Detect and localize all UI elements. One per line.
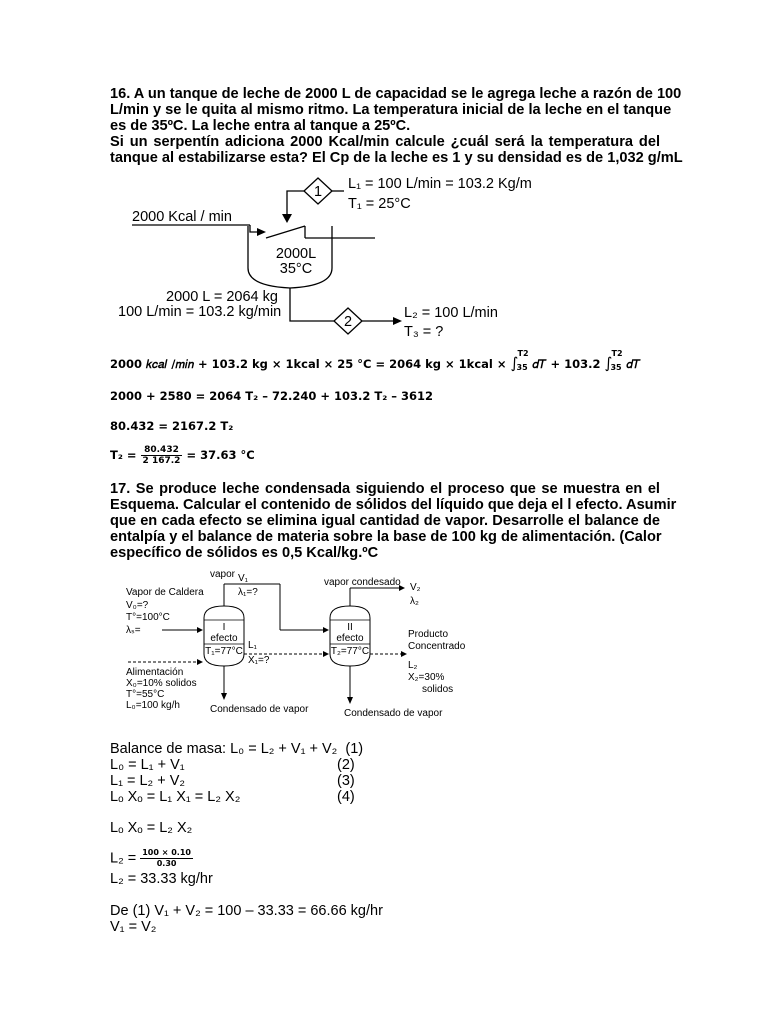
stream-1-temp: T₁ = 25°C	[348, 196, 411, 212]
solids-balance: Lₒ Xₒ = L₂ X₂	[110, 820, 193, 836]
vapor-lambda2: λ₂	[410, 596, 419, 607]
problem-16-line: Si un serpentín adiciona 2000 Kcal/min calcule ¿cuál será la temperatura del	[110, 134, 660, 150]
product-l2: L₂	[408, 660, 418, 671]
mass-balance-eq1: Balance de masa: L₀ = L₂ + V₁ + V₂	[110, 741, 338, 757]
integral-sign: ∫	[604, 354, 613, 372]
integral-lower-limit: 35	[516, 363, 528, 372]
effect-1-name: efecto	[210, 633, 238, 644]
liquid-l1: L₁	[248, 640, 257, 651]
problem-17-line: entalpía y el balance de materia sobre la base de 100 kg de alimentación. (Calor	[110, 529, 662, 545]
l2-result: L₂ = 33.33 kg/hr	[110, 871, 213, 887]
equation-line-2: 2000 + 2580 = 2064 T₂ – 72.240 + 103.2 T₂ – 3612	[110, 389, 433, 403]
vapor-v2: V₂	[410, 582, 421, 593]
fraction-denominator: 0.30	[156, 859, 177, 868]
equation-result	[110, 445, 255, 466]
stream-2-number: 2	[343, 314, 353, 330]
integral-lower-limit: 35	[610, 363, 622, 372]
heat-input-label: 2000 Kcal / min	[132, 209, 232, 225]
feed-l0: L₀=100 kg/h	[126, 700, 180, 711]
steam-lambda: λₛ=	[126, 625, 141, 636]
l2-fraction-row	[110, 848, 193, 869]
stream-1-number: 1	[313, 184, 323, 200]
equation-number-1: (1)	[345, 741, 364, 757]
problem-17-line: específico de sólidos es 0,5 Kcal/kg.ºC	[110, 545, 379, 561]
fraction-numerator: 80.432	[141, 445, 183, 456]
tank-temperature: 35°C	[279, 261, 313, 277]
mass-balance-row-1	[110, 741, 363, 757]
vapor-lambda1: λ₁=?	[238, 587, 258, 598]
product-solids: solidos	[422, 684, 454, 695]
integral-sign: ∫	[510, 354, 519, 372]
condensate-1-label: Condensado de vapor	[210, 704, 309, 715]
tank-diagram	[100, 170, 560, 340]
tank-mass-label: 2000 L = 2064 kg	[166, 289, 278, 305]
vapor-equality: V₁ = V₂	[110, 919, 157, 935]
effect-1-temp: T₁=77°C	[205, 646, 243, 657]
effect-2-number: II	[347, 622, 353, 633]
product-x2: X₂=30%	[408, 672, 445, 683]
steam-source-label: Vapor de Caldera	[126, 587, 204, 598]
equation-number-3: (3)	[337, 773, 355, 789]
tank-volume: 2000L	[275, 246, 317, 262]
evaporator-diagram	[120, 566, 480, 726]
equation-end: 𝑑𝑇	[626, 357, 641, 371]
feed-label: Alimentación	[126, 667, 184, 678]
energy-balance-equation	[110, 349, 641, 372]
mass-balance-eq4: Lₒ Xₒ = L₁ X₁ = L₂ X₂	[110, 789, 241, 805]
mass-balance-eq2: L₀ = L₁ + V₁	[110, 757, 185, 773]
problem-16-line: tanque al estabilizarse esta? El Cp de la leche es 1 y su densidad es de 1,032 g/mL	[110, 150, 683, 166]
problem-17-line: Esquema. Calcular el contenido de sólidos del líquido que deja el l efecto. Asumir	[110, 497, 677, 513]
stream-2-flow: L₂ = 100 L/min	[404, 305, 498, 321]
product-label: Producto	[408, 629, 449, 640]
problem-16-line: 16. A un tanque de leche de 2000 L de capacidad se le agrega leche a razón de 100	[110, 86, 682, 102]
result-lhs: T₂ =	[110, 448, 137, 462]
equation-left: 2000 𝑘𝑐𝑎𝑙 /𝑚𝑖𝑛 + 103.2 kg × 1kcal × 25 °C = 2064 kg × 1kcal ×	[110, 357, 507, 371]
vapor-label: vapor	[210, 569, 236, 580]
equation-number-4: (4)	[337, 789, 355, 805]
equation-middle: 𝑑𝑇 + 103.2	[532, 357, 601, 371]
integral-upper-limit: T2	[611, 349, 623, 358]
problem-16-statement	[110, 86, 683, 166]
vapor-sum: De (1) V₁ + V₂ = 100 – 33.33 = 66.66 kg/hr	[110, 903, 383, 919]
l2-fraction	[140, 848, 193, 869]
fraction-denominator: 2 167.2	[142, 456, 181, 466]
problem-16-line: es de 35ºC. La leche entra al tanque a 25ºC.	[110, 118, 411, 134]
equation-line-3: 80.432 = 2167.2 T₂	[110, 419, 234, 433]
concentrate-label: Concentrado	[408, 641, 466, 652]
feed-x0: X₀=10% solidos	[126, 678, 197, 689]
tank-flow-label: 100 L/min = 103.2 kg/min	[118, 304, 282, 320]
stream-2-temp: T₃ = ?	[404, 324, 444, 340]
liquid-x1: X₁=?	[248, 655, 270, 666]
condensed-vapor-label: vapor condesado	[324, 577, 401, 588]
result-fraction	[141, 445, 183, 466]
fraction-numerator: 100 × 0.10	[142, 848, 191, 857]
effect-1-number: I	[222, 622, 226, 633]
problem-17-line: que en cada efecto se elimina igual cantidad de vapor. Desarrolle el balance de	[110, 513, 660, 529]
equation-number-2: (2)	[337, 757, 355, 773]
problem-16-line: L/min y se le quita al mismo ritmo. La temperatura inicial de la leche en el tanque	[110, 102, 672, 118]
l2-lhs: L₂ =	[110, 850, 137, 867]
effect-2-temp: T₂=77°C	[330, 646, 370, 657]
steam-temp: T°=100°C	[126, 612, 170, 623]
integral-upper-limit: T2	[517, 349, 529, 358]
mass-balance-eq3: L₁ = L₂ + V₂	[110, 773, 185, 789]
result-rhs: = 37.63 °C	[186, 448, 255, 462]
feed-temp: T°=55°C	[126, 689, 165, 700]
problem-17-statement	[110, 481, 677, 561]
stream-1-flow: L₁ = 100 L/min = 103.2 Kg/m	[348, 176, 532, 192]
condensate-2-label: Condensado de vapor	[344, 708, 443, 719]
steam-v0: V₀=?	[126, 600, 149, 611]
effect-2-name: efecto	[336, 633, 364, 644]
problem-17-line: 17. Se produce leche condensada siguiendo el proceso que se muestra en el	[110, 481, 660, 497]
vapor-v1: V₁	[238, 573, 249, 584]
